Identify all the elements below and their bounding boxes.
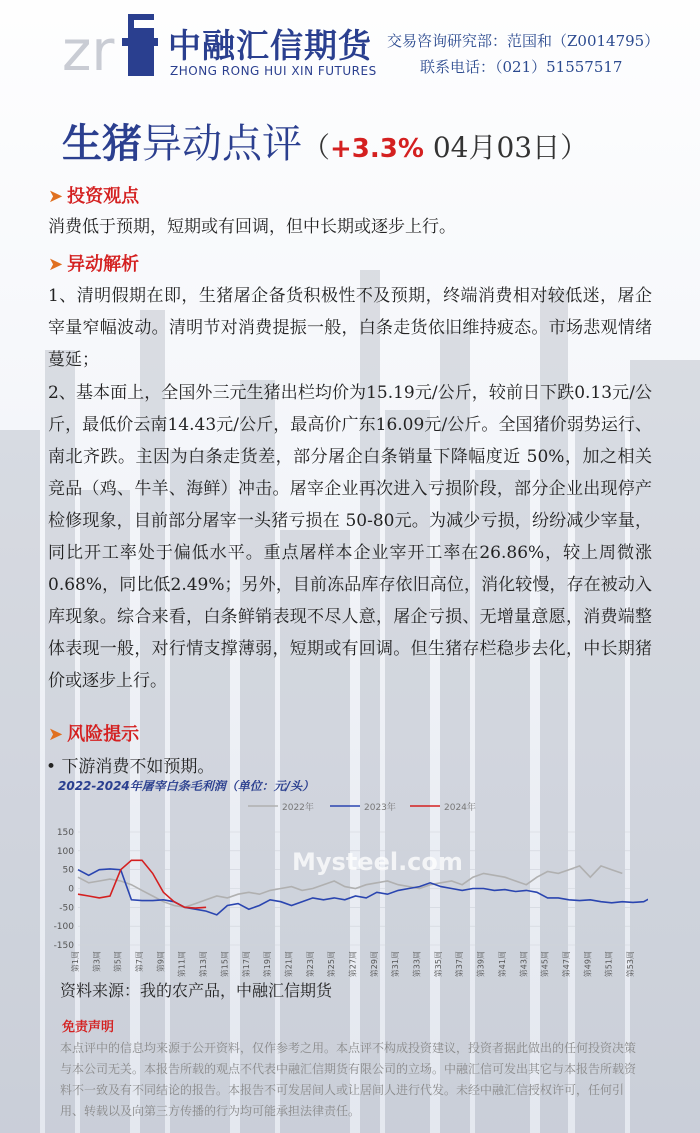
x-tick-label: 第5周 — [113, 951, 123, 973]
x-tick-label: 第7周 — [135, 951, 145, 973]
legend-label: 2023年 — [364, 803, 396, 813]
analysis-paragraph-1: 1、清明假期在即，生猪屠企备货积极性不及预期，终端消费相对较低迷，屠企宰量窄幅波动。清明节对消费提振一般，白条走货依旧维持疲态。市场悲观情绪蔓延； — [48, 286, 652, 370]
x-tick-label: 第31周 — [391, 951, 401, 978]
x-tick-label: 第41周 — [497, 951, 507, 978]
section-view-title: 投资观点 — [67, 186, 140, 207]
y-tick-label: 0 — [68, 884, 74, 895]
company-name-cn: 中融汇信期货 — [168, 26, 372, 65]
report-header — [0, 0, 700, 100]
title-date: 04月03日） — [423, 131, 589, 164]
risk-item: • 下游消费不如预期。 — [46, 757, 215, 777]
svg-text:zr: zr — [62, 19, 115, 78]
x-tick-label: 第49周 — [583, 951, 593, 978]
x-tick-label: 第15周 — [220, 951, 230, 978]
watermark: Mysteel.com — [292, 848, 463, 876]
x-tick-label: 第43周 — [519, 951, 529, 978]
risk-item-text: 下游消费不如预期。 — [61, 757, 215, 777]
chevron-right-icon: ➤ — [48, 724, 64, 745]
x-tick-label: 第23周 — [305, 951, 315, 978]
section-analysis-title: 异动解析 — [67, 254, 140, 275]
contact-phone: 联系电话：（021）51557517 — [420, 58, 623, 76]
y-tick-label: -50 — [59, 903, 74, 914]
title-commodity: 生猪 — [62, 121, 142, 167]
section-analysis-heading — [48, 250, 139, 276]
x-tick-label: 第9周 — [156, 951, 166, 973]
analyst-info: 交易咨询研究部：范国和（Z0014795） — [387, 32, 660, 50]
company-logo-icon — [62, 12, 160, 78]
x-tick-label: 第37周 — [455, 951, 465, 978]
x-tick-label: 第1周 — [71, 951, 80, 973]
profit-line-chart — [48, 780, 648, 980]
chevron-right-icon: ➤ — [48, 254, 64, 275]
x-tick-label: 第11周 — [177, 951, 187, 978]
y-tick-label: -100 — [53, 922, 74, 933]
analysis-paragraph-2: 2、基本面上，全国外三元生猪出栏均价为15.19元/公斤，较前日下跌0.13元/公斤，最低价云南14.43元/公斤，最高价广东16.09元/公斤。全国猪价弱势运行、南北齐跌。主因为白条走货差，部分屠企白条销量下降幅度近 50%，加之相关竞品（鸡、牛羊、海鲜）冲击。屠宰企业再次进入亏损阶段，部分企业出现停产检修现象，目前部分屠宰一头猪亏损在 50-80元。为减少亏损，纷纷减少宰量，同比开工率处于偏低水平。重点屠样本企业宰开工率在26.86%，较上周微涨0.68%，同比低2.49%；另外，目前冻品库存依旧高位，消化较慢，存在被动入库现象。综合来看，白条鲜销表现不尽人意，屠企亏损、无增量意愿，消费端整体表现一般，对行情支撑薄弱，短期或有回调。但生猪存栏稳步去化，中长期猪价或逐步上行。 — [48, 383, 652, 691]
section-risk-heading — [48, 720, 139, 746]
x-tick-label: 第45周 — [540, 951, 550, 978]
chevron-right-icon: ➤ — [48, 186, 64, 207]
x-tick-label: 第17周 — [241, 951, 251, 978]
y-tick-label: 100 — [56, 846, 74, 857]
report-title — [62, 112, 588, 169]
title-price-change: +3.3% — [330, 134, 424, 164]
x-tick-label: 第27周 — [348, 951, 358, 978]
legend-label: 2022年 — [282, 803, 314, 813]
x-tick-label: 第29周 — [369, 951, 379, 978]
x-tick-label: 第33周 — [412, 951, 422, 978]
x-tick-label: 第53周 — [626, 951, 635, 978]
legend-label: 2024年 — [444, 803, 476, 813]
disclaimer-title: 免责声明 — [62, 1020, 115, 1035]
x-tick-label: 第3周 — [92, 951, 102, 973]
y-tick-label: -150 — [53, 941, 74, 951]
disclaimer-text: 本点评中的信息均来源于公开资料，仅作参考之用。本点评不构成投资建议，投资者据此做出的任何投资决策与本公司无关。本报告所载的观点不代表中融汇信期货有限公司的立场。中融汇信可发出其它与本报告所载资料不一致及有不同结论的报告。本报告不可发居间人或让居间人进行代发。未经中融汇信授权许可，任何引用、转载以及向第三方传播的行为均可能承担法律责任。 — [60, 1041, 637, 1118]
section-view-text: 消费低于预期，短期或有回调，但中长期或逐步上行。 — [48, 217, 456, 237]
chart-title: 2022-2024年屠宰白条毛利润（单位：元/头） — [58, 780, 315, 793]
x-tick-label: 第21周 — [284, 951, 294, 978]
chart-source: 资料来源：我的农产品，中融汇信期货 — [60, 981, 333, 1000]
x-tick-label: 第35周 — [433, 951, 443, 978]
title-report-type: 异动点评 — [142, 121, 302, 167]
section-view-heading — [48, 182, 139, 208]
company-name-en: ZHONG RONG HUI XIN FUTURES — [170, 64, 377, 78]
title-open-paren: （ — [302, 131, 331, 164]
x-tick-label: 第19周 — [263, 951, 273, 978]
x-tick-label: 第25周 — [327, 951, 337, 978]
x-tick-label: 第13周 — [199, 951, 209, 978]
x-tick-label: 第47周 — [561, 951, 571, 978]
y-tick-label: 50 — [62, 865, 74, 876]
x-tick-label: 第39周 — [476, 951, 486, 978]
section-risk-title: 风险提示 — [67, 724, 140, 745]
y-tick-label: 150 — [56, 828, 74, 838]
x-tick-label: 第51周 — [604, 951, 614, 978]
